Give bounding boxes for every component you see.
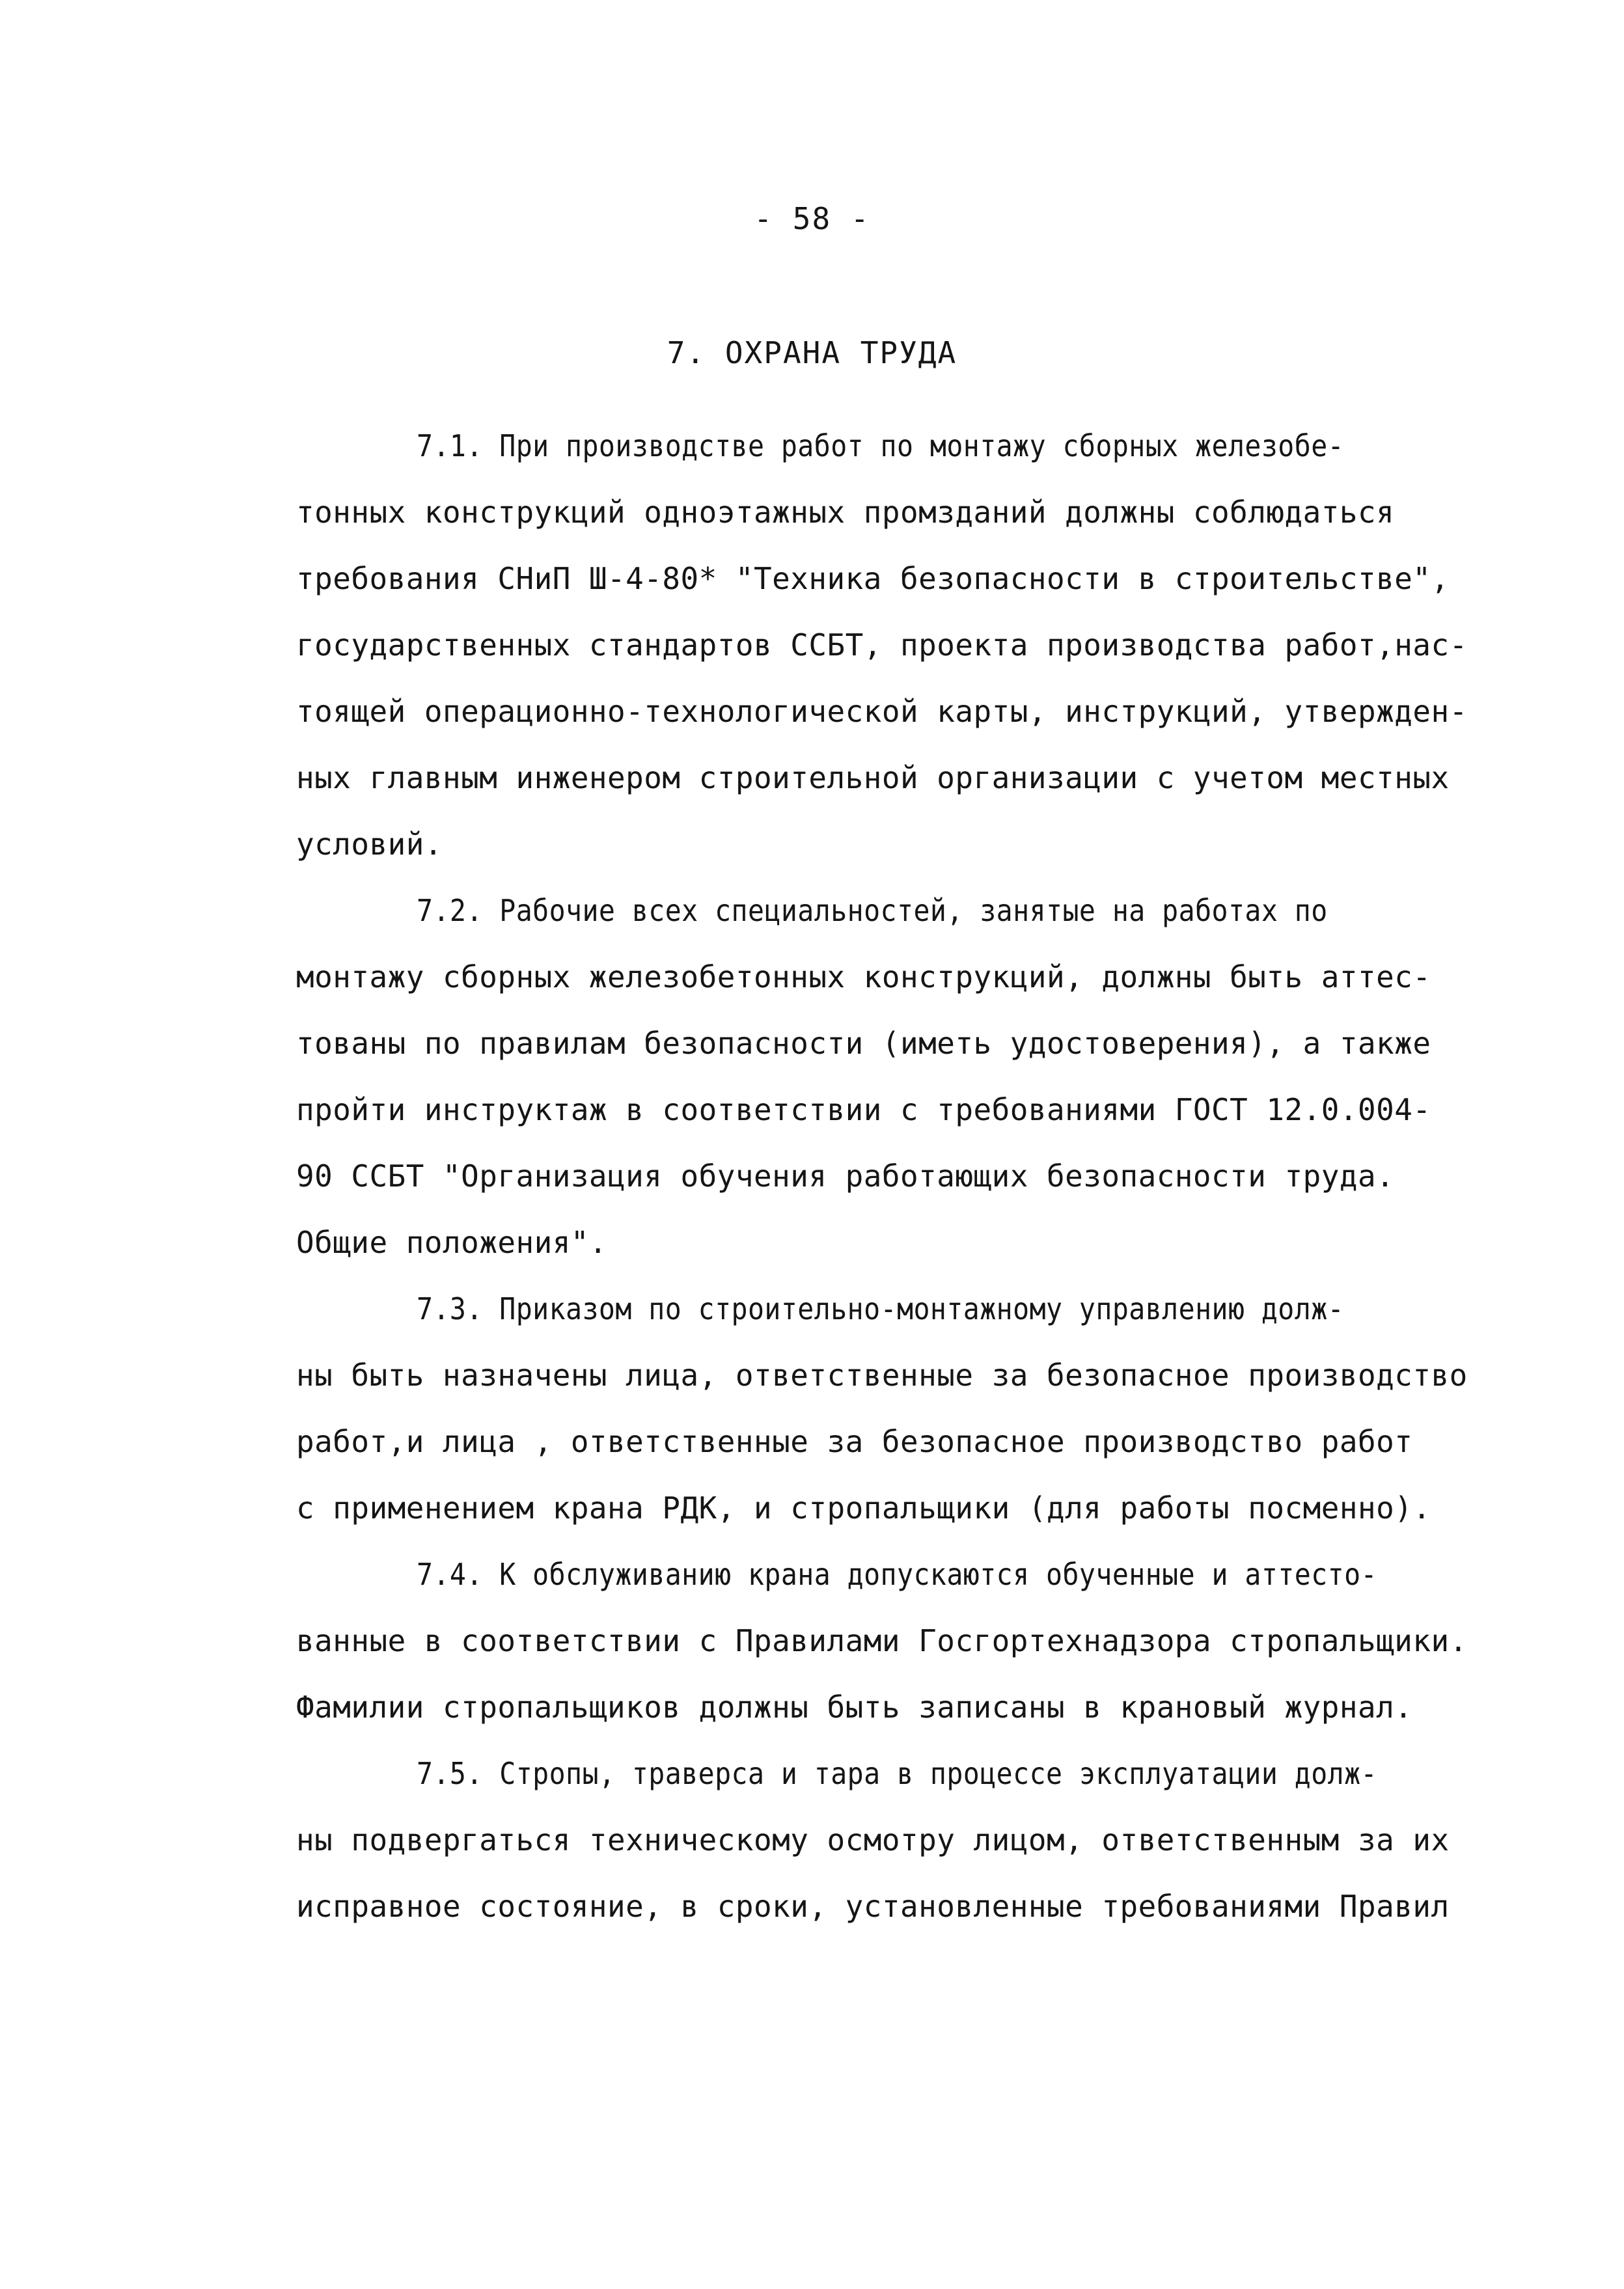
paragraph-7-3-line-4: с применением крана РДК, и стропальщики (для работы посменно). — [296, 1490, 1431, 1526]
paragraph-7-1-line-2: тонных конструкций одноэтажных промзданий должны соблюдаться — [296, 495, 1395, 530]
paragraph-7-3-line-1: 7.3. Приказом по строительно-монтажному управлению долж- — [417, 1291, 1345, 1326]
paragraph-7-3-line-3: работ,и лица , ответственные за безопасное производство работ — [296, 1424, 1413, 1459]
paragraph-7-1-line-3: требования СНиП Ш-4-80* "Техника безопасности в строительстве", — [296, 561, 1450, 596]
paragraph-7-1-line-7: условий. — [296, 827, 443, 862]
paragraph-7-1-line-4: государственных стандартов ССБТ, проекта производства работ,нас- — [296, 627, 1468, 663]
paragraph-7-2-line-1: 7.2. Рабочие всех специальностей, занятые на работах по — [417, 893, 1328, 928]
paragraph-7-2-line-4: пройти инструктаж в соответствии с требованиями ГОСТ 12.0.004- — [296, 1092, 1431, 1127]
paragraph-7-4-line-1: 7.4. К обслуживанию крана допускаются обученные и аттесто- — [417, 1557, 1378, 1592]
paragraph-7-1-line-5: тоящей операционно-технологической карты, инструкций, утвержден- — [296, 694, 1468, 729]
paragraph-7-4-line-2: ванные в соответствии с Правилами Госгортехнадзора стропальщики. — [296, 1623, 1468, 1658]
paragraph-7-5-line-3: исправное состояние, в сроки, установленные требованиями Правил — [296, 1889, 1450, 1924]
paragraph-7-1-line-1: 7.1. При производстве работ по монтажу сборных железобе- — [417, 428, 1345, 463]
section-title: 7. ОХРАНА ТРУДА — [667, 335, 957, 370]
paragraph-7-2-line-3: тованы по правилам безопасности (иметь удостоверения), а также — [296, 1026, 1431, 1061]
paragraph-7-2-line-6: Общие положения". — [296, 1225, 608, 1260]
page-number: - 58 - — [754, 201, 870, 236]
paragraph-7-3-line-2: ны быть назначены лица, ответственные за безопасное производство — [296, 1358, 1468, 1393]
paragraph-7-2-line-5: 90 ССБТ "Организация обучения работающих безопасности труда. — [296, 1158, 1395, 1194]
paragraph-7-5-line-2: ны подвергаться техническому осмотру лицом, ответственным за их — [296, 1822, 1450, 1857]
paragraph-7-5-line-1: 7.5. Стропы, траверса и тара в процессе эксплуатации долж- — [417, 1756, 1378, 1791]
paragraph-7-2-line-2: монтажу сборных железобетонных конструкций, должны быть аттес- — [296, 959, 1431, 994]
paragraph-7-1-line-6: ных главным инженером строительной организации с учетом местных — [296, 760, 1450, 795]
paragraph-7-4-line-3: Фамилии стропальщиков должны быть записаны в крановый журнал. — [296, 1690, 1413, 1725]
